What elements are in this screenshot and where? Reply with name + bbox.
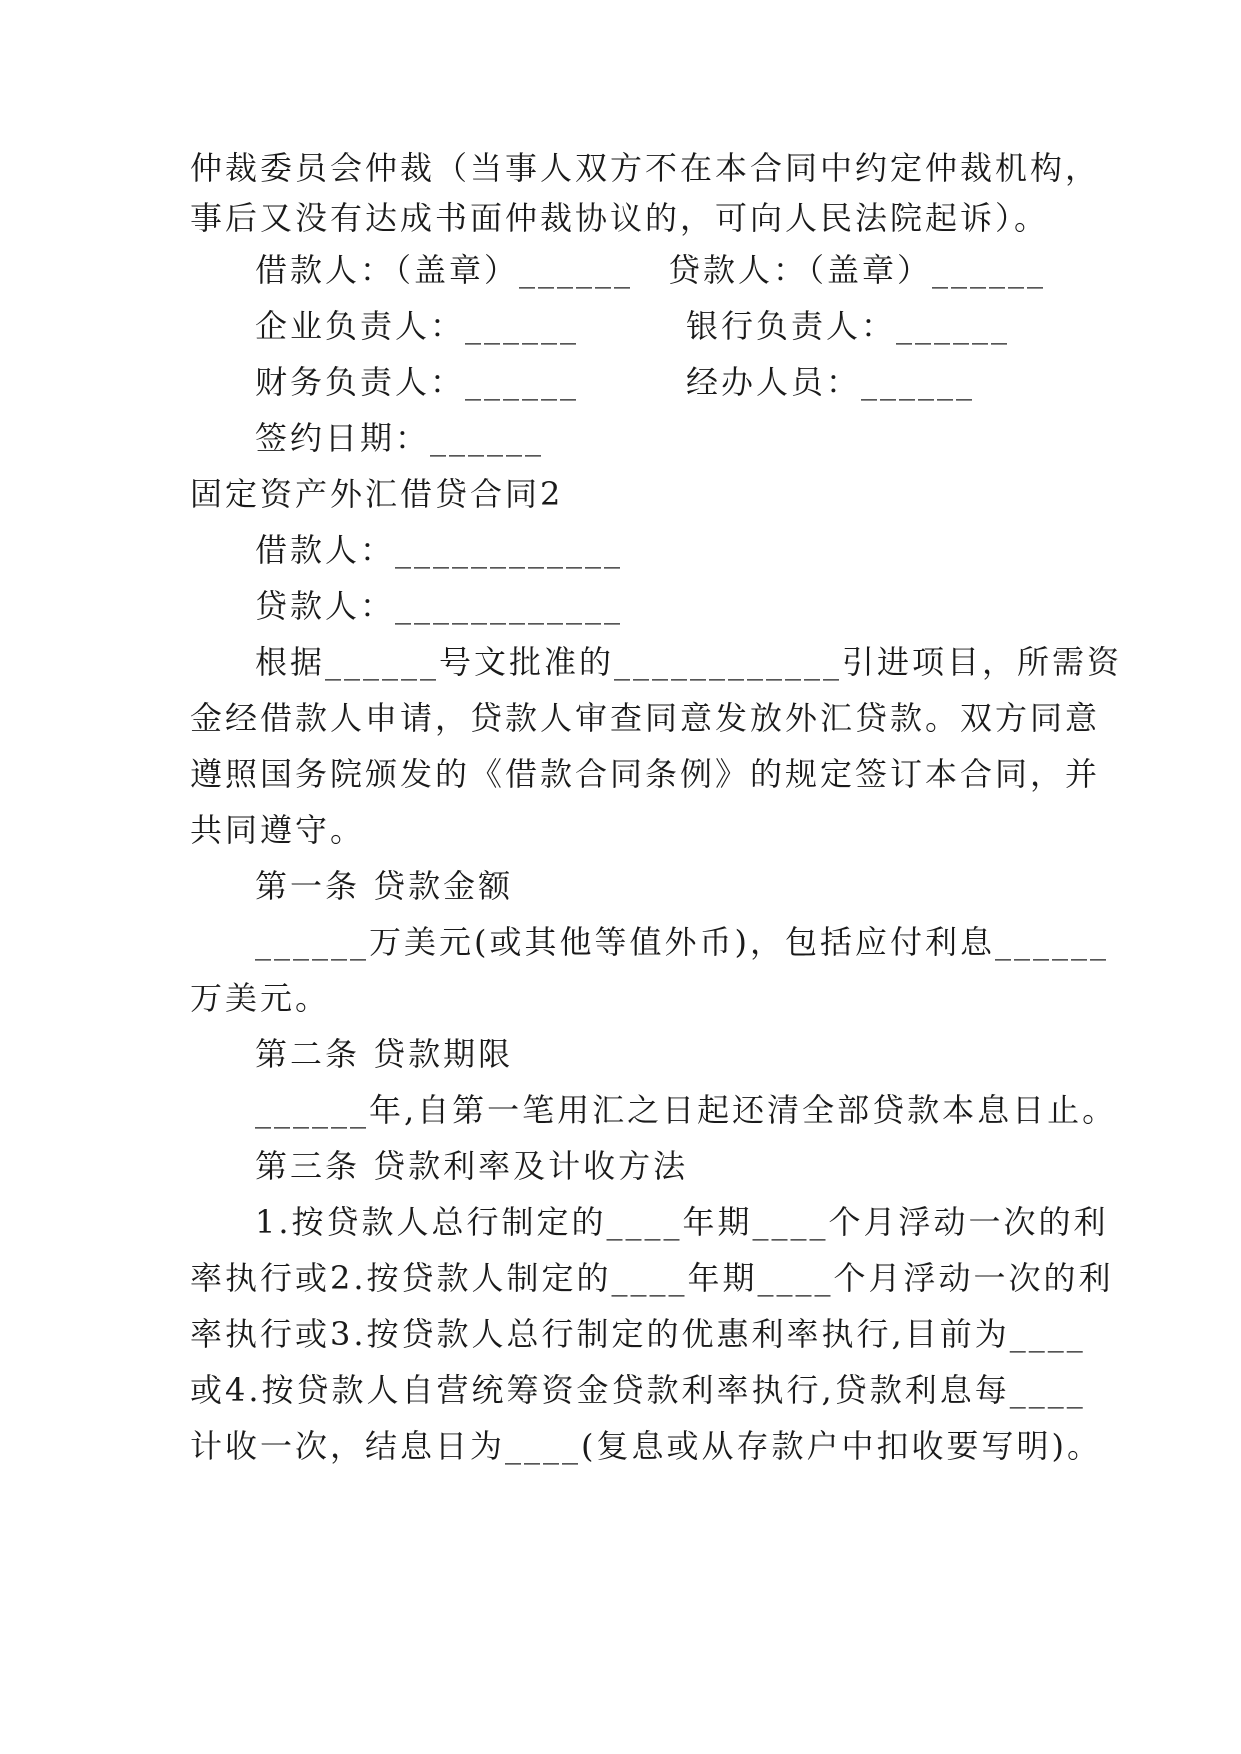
article-3-text: 率执行或3.按贷款人总行制定的优惠利率执行,目前为____ <box>190 1315 1086 1353</box>
article-3-title: 第三条 贷款利率及计收方法 <box>255 1147 689 1185</box>
intro-line: 遵照国务院颁发的《借款合同条例》的规定签订本合同，并 <box>190 755 1101 793</box>
signature-enterprise-head: 企业负责人：______ <box>255 307 580 345</box>
contract-title: 固定资产外汇借贷合同2 <box>190 475 564 513</box>
signature-bank-head: 银行负责人：______ <box>686 307 1011 345</box>
article-3-text: 或4.按贷款人自营统筹资金贷款利率执行,贷款利息每____ <box>190 1371 1086 1409</box>
article-2-title: 第二条 贷款期限 <box>255 1035 514 1073</box>
signature-handler: 经办人员：______ <box>686 363 976 401</box>
signature-lender: 贷款人：（盖章）______ <box>668 251 1047 289</box>
article-3-text: 计收一次，结息日为____(复息或从存款户中扣收要写明)。 <box>190 1427 1102 1465</box>
signature-date: 签约日期：______ <box>255 419 545 457</box>
article-1-title: 第一条 贷款金额 <box>255 867 514 905</box>
intro-line: 根据______号文批准的____________引进项目，所需资 <box>255 643 1123 681</box>
signature-borrower: 借款人：（盖章）______ <box>255 251 634 289</box>
intro-line: 共同遵守。 <box>190 811 366 849</box>
intro-line: 金经借款人申请，贷款人审查同意发放外汇贷款。双方同意 <box>190 699 1101 737</box>
article-2-text: ______年,自第一笔用汇之日起还清全部贷款本息日止。 <box>255 1091 1118 1129</box>
contract-lender: 贷款人：____________ <box>255 587 624 625</box>
article-3-text: 率执行或2.按贷款人制定的____年期____个月浮动一次的利 <box>190 1259 1114 1297</box>
article-1-text: ______万美元(或其他等值外币)，包括应付利息______ <box>255 923 1109 961</box>
contract-borrower: 借款人：____________ <box>255 531 624 569</box>
article-1-text: 万美元。 <box>190 979 331 1017</box>
text-line: 事后又没有达成书面仲裁协议的，可向人民法院起诉）。 <box>190 199 1050 237</box>
text-line: 仲裁委员会仲裁（当事人双方不在本合同中约定仲裁机构， <box>190 149 1101 187</box>
article-3-text: 1.按贷款人总行制定的____年期____个月浮动一次的利 <box>255 1203 1109 1241</box>
signature-finance-head: 财务负责人：______ <box>255 363 580 401</box>
